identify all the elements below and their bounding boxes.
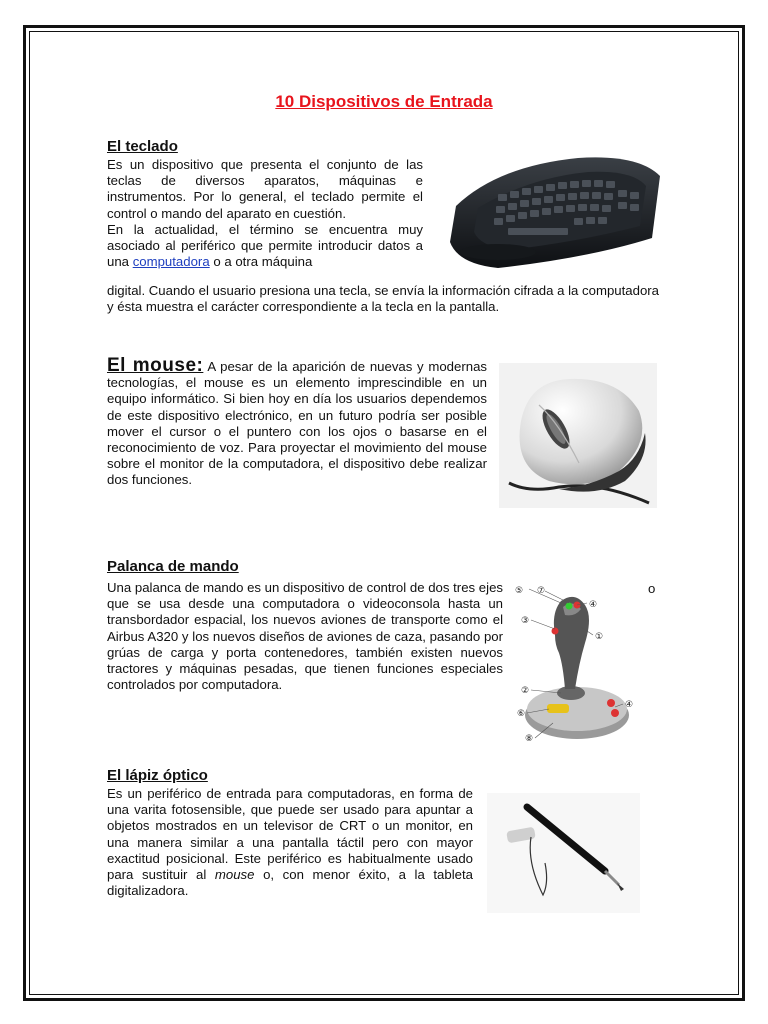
heading-mouse: El mouse: [107, 355, 204, 376]
joystick-callout-8: ⑧ [525, 734, 534, 744]
joystick-callout-5: ⑤ [515, 586, 524, 596]
light-pen-image [487, 793, 640, 913]
teclado-paragraph-2 [107, 222, 423, 271]
joystick-image [515, 583, 640, 746]
joystick-callout-7: ⑦ [537, 586, 546, 596]
joystick-callout-4a: ④ [589, 600, 598, 610]
document-title: 10 Dispositivos de Entrada [275, 92, 493, 111]
heading-palanca: Palanca de mando [107, 558, 239, 575]
section-mouse [107, 355, 488, 489]
section-teclado [107, 138, 423, 270]
joystick-callout-3: ③ [521, 616, 530, 626]
keyboard-image [438, 146, 664, 272]
section-lapiz [107, 767, 473, 899]
section-palanca [107, 558, 503, 693]
light-pen-icon [487, 793, 640, 913]
palanca-stray-letter: o [648, 581, 656, 596]
joystick-callout-1: ① [595, 632, 604, 642]
joystick-callout-4b: ④ [625, 700, 634, 710]
joystick-icon [515, 583, 640, 746]
section-teclado-continued [107, 283, 663, 315]
heading-lapiz: El lápiz óptico [107, 767, 208, 784]
keyboard-icon [438, 146, 664, 272]
teclado-paragraph-1: Es un dispositivo que presenta el conjunto de las teclas de diversos aparatos, máquinas e instrumentos. Por lo general, el teclado permite el control o mando del aparato en cuestión. [107, 157, 423, 221]
mouse-image [499, 363, 657, 508]
lapiz-text-before: Es un periférico de entrada para computadoras, en forma de una varita fotosensible, que puede ser usado para apuntar a objetos mostrados en un televisor de CRT o un monitor, en una manera similar a una pantalla táctil pero con mayor exactitud posicional. Este periférico es habitualmente usado para sustituir al [107, 786, 473, 883]
joystick-callout-6: ⑥ [517, 709, 526, 719]
mouse-paragraph [107, 355, 488, 489]
palanca-paragraph: Una palanca de mando es un dispositivo de control de dos tres ejes que se usa desde una computadora o videoconsola hasta un transbordador espacial, los nuevos aviones de transporte como el Airbus A320 y los nuevos diseños de aviones de caza, pasando por grúas de carga y porta contenedores, también existen nuevos tractores y máquinas pesadas, que tienen funciones especiales controlados por computadora. [107, 580, 503, 693]
joystick-callout-2: ② [521, 686, 530, 696]
link-computadora[interactable]: computadora [132, 254, 210, 270]
lapiz-text-em: mouse [214, 867, 255, 883]
teclado-p2-text-before: En la actualidad, el término se encuentra muy asociado al periférico que permite introducir datos a una [107, 221, 423, 270]
teclado-paragraph-2-continued: digital. Cuando el usuario presiona una tecla, se envía la información cifrada a la computadora y ésta muestra el carácter correspondiente a la tecla en la pantalla. [107, 283, 660, 315]
lapiz-paragraph [107, 786, 473, 899]
heading-teclado: El teclado [107, 138, 178, 155]
mouse-text: A pesar de la aparición de nuevas y modernas tecnologías, el mouse es un elemento imprescindible en un equipo informático. Si bien hoy en día los usuarios dependemos de este dispositivo electrónico, en un futuro podría ser posible mover el cursor o el puntero con los ojos o basarse en el reconocimiento de voz. Para proyectar el movimiento del mouse sobre el monitor de la computadora, el dispositivo debe realizar dos funciones. [107, 359, 488, 488]
mouse-icon [499, 363, 657, 508]
lapiz-text-after: o, con menor éxito, a la tableta digitalizadora. [107, 867, 473, 899]
teclado-p2-text-after: o a otra máquina [213, 254, 313, 270]
